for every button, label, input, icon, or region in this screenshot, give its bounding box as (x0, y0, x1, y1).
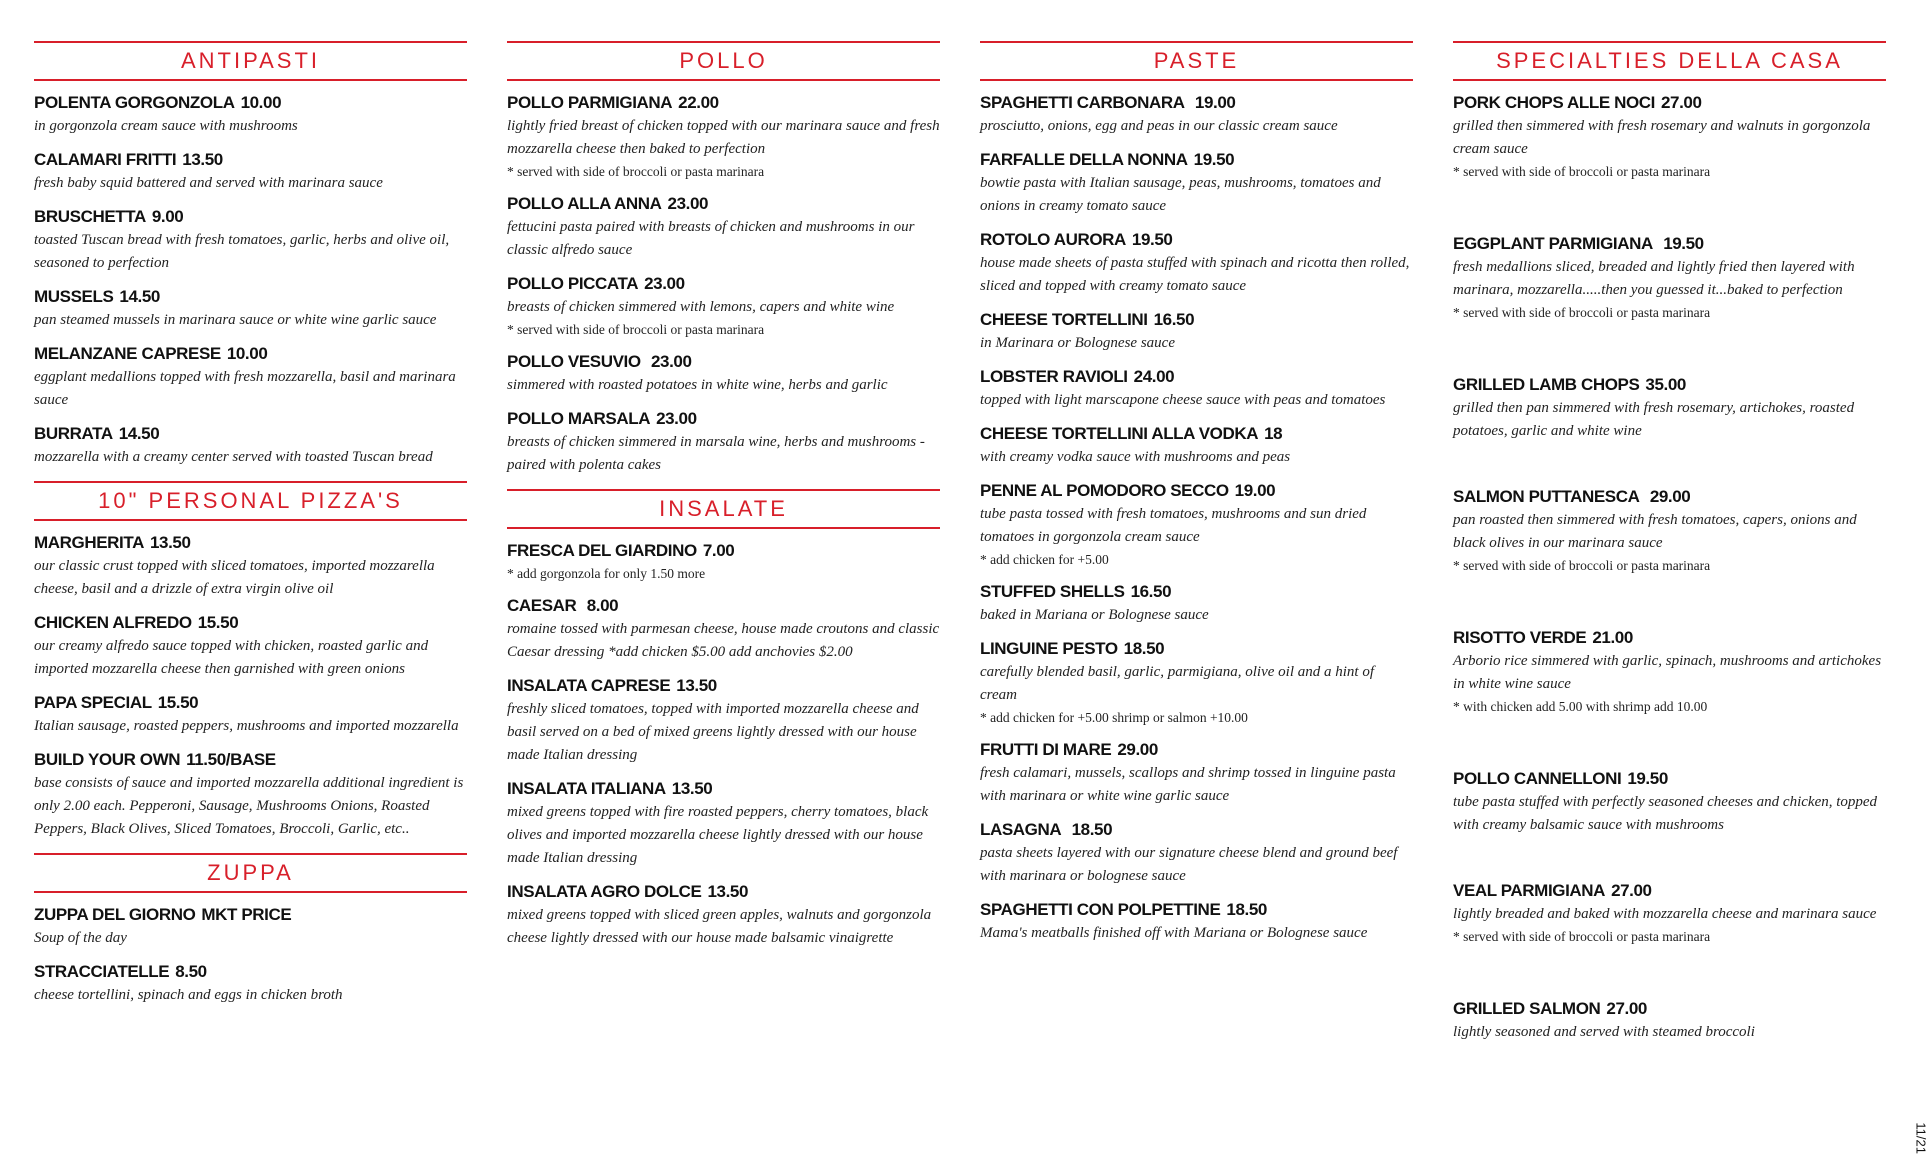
menu-item-description: carefully blended basil, garlic, parmigiana, olive oil and a hint of cream (980, 664, 1374, 703)
menu-item (1453, 767, 1886, 837)
menu-item-name: GRILLED SALMON (1453, 999, 1601, 1018)
menu-item-title (980, 637, 1413, 661)
menu-item-title (980, 365, 1413, 389)
menu-item-title (1453, 232, 1886, 256)
menu-item-price: 8.00 (582, 596, 619, 615)
menu-item-title (34, 91, 467, 115)
column-2 (507, 41, 940, 960)
menu-item-price: 23.00 (656, 409, 697, 428)
menu-item-description: simmered with roasted potatoes in white wine, herbs and garlic (507, 377, 888, 393)
menu-item-price: 16.50 (1153, 310, 1195, 329)
menu-item-price: 23.00 (644, 274, 685, 293)
menu-item-title (34, 342, 467, 366)
menu-item-name: POLLO CANNELLONI (1453, 769, 1622, 788)
menu-item-name: ROTOLO AURORA (980, 230, 1126, 249)
menu-item (1453, 879, 1886, 947)
menu-item-title (34, 611, 467, 635)
menu-item-title (34, 205, 467, 229)
menu-item (34, 205, 467, 275)
menu-item-name: BUILD YOUR OWN (34, 750, 181, 769)
menu-item-name: FRESCA DEL GIARDINO (507, 541, 697, 560)
menu-item-title (507, 192, 940, 216)
menu-item-description: breasts of chicken simmered in marsala wine, herbs and mushrooms -paired with polenta cakes (507, 434, 925, 473)
menu-item-title (507, 272, 940, 296)
menu-item-description: house made sheets of pasta stuffed with spinach and ricotta then rolled, sliced and topped with creamy tomato sauce (980, 255, 1410, 294)
menu-item-name: STUFFED SHELLS (980, 582, 1125, 601)
section-heading: ANTIPASTI (34, 41, 467, 81)
section-paste (980, 41, 1413, 945)
section-pollo (507, 41, 940, 477)
menu-item (34, 531, 467, 601)
menu-item-name: MUSSELS (34, 287, 114, 306)
menu-item-name: SPAGHETTI CARBONARA (980, 93, 1185, 112)
menu-item-title (980, 148, 1413, 172)
menu-item-price: 27.00 (1661, 93, 1702, 112)
menu-item-description: fresh calamari, mussels, scallops and shrimp tossed in linguine pasta with marinara or white wine garlic sauce (980, 765, 1396, 804)
menu-item-title (980, 898, 1413, 922)
menu-item-name: SALMON PUTTANESCA (1453, 487, 1640, 506)
menu-item-price: 19.50 (1131, 230, 1173, 249)
menu-item-price: MKT PRICE (201, 905, 292, 924)
menu-item-description: in gorgonzola cream sauce with mushrooms (34, 118, 298, 134)
menu-item-name: PENNE AL POMODORO SECCO (980, 481, 1229, 500)
menu-item-name: CHEESE TORTELLINI (980, 310, 1148, 329)
menu-item-description: grilled then pan simmered with fresh rosemary, artichokes, roasted potatoes, garlic and white wine (1453, 400, 1855, 439)
menu-item-name: POLENTA GORGONZOLA (34, 93, 235, 112)
section-pizza (34, 481, 467, 841)
menu-item-description: bowtie pasta with Italian sausage, peas, mushrooms, tomatoes and onions in creamy tomato sauce (980, 175, 1381, 214)
section-heading: 10" PERSONAL PIZZA'S (34, 481, 467, 521)
menu-item-title (507, 880, 940, 904)
menu-item-description: toasted Tuscan bread with fresh tomatoes, garlic, herbs and olive oil, seasoned to perfection (34, 232, 450, 271)
menu-item-title (980, 91, 1413, 115)
menu-item (1453, 232, 1886, 323)
menu-item-title (34, 960, 467, 984)
menu-item-price: 13.50 (182, 150, 223, 169)
menu-item-name: GRILLED LAMB CHOPS (1453, 375, 1640, 394)
menu-item (34, 960, 467, 1007)
menu-item-price: 29.00 (1117, 740, 1158, 759)
section-antipasti (34, 41, 467, 469)
menu-item-name: EGGPLANT PARMIGIANA (1453, 234, 1653, 253)
menu-item (507, 407, 940, 477)
menu-item-description: lightly seasoned and served with steamed broccoli (1453, 1024, 1755, 1040)
menu-item-name: CAESAR (507, 596, 577, 615)
section-heading: PASTE (980, 41, 1413, 81)
section-insalate (507, 489, 940, 950)
menu-item-name: CHEESE TORTELLINI ALLA VODKA (980, 424, 1259, 443)
menu-item-price: 22.00 (678, 93, 719, 112)
menu-item-description: Italian sausage, roasted peppers, mushrooms and imported mozzarella (34, 718, 459, 734)
menu-item-price: 35.00 (1645, 375, 1686, 394)
menu-item (980, 148, 1413, 218)
menu-item-title (1453, 373, 1886, 397)
menu-item-price: 9.00 (151, 207, 184, 226)
menu-item-description: in Marinara or Bolognese sauce (980, 335, 1175, 351)
menu-item-description: Arborio rice simmered with garlic, spinach, mushrooms and artichokes in white wine sauce (1453, 653, 1882, 692)
menu-item-name: ZUPPA DEL GIORNO (34, 905, 196, 924)
menu-item-price: 16.50 (1130, 582, 1172, 601)
menu-item-description: fresh medallions sliced, breaded and lightly fried then layered with marinara, mozzarella.....then you guessed it...baked to perfection (1453, 259, 1855, 298)
menu-item (507, 539, 940, 584)
menu-item-title (1453, 91, 1886, 115)
menu-item-description: tube pasta tossed with fresh tomatoes, mushrooms and sun dried tomatoes in gorgonzola cream sauce (980, 506, 1367, 545)
menu-item-name: POLLO ALLA ANNA (507, 194, 662, 213)
menu-item-price: 8.50 (175, 962, 207, 981)
menu-item-title (34, 903, 467, 927)
menu-item-name: POLLO MARSALA (507, 409, 651, 428)
menu-item-price: 18 (1264, 424, 1283, 443)
menu-item-note: * served with side of broccoli or pasta marinara (1453, 929, 1711, 944)
menu-item-price: 14.50 (119, 287, 160, 306)
section-heading: ZUPPA (34, 853, 467, 893)
menu-item-title (507, 539, 940, 563)
menu-item-price: 19.50 (1193, 150, 1235, 169)
menu-item-title (34, 422, 467, 446)
menu-item-price: 24.00 (1133, 367, 1175, 386)
menu-item-name: BURRATA (34, 424, 113, 443)
menu-item-title (1453, 767, 1886, 791)
menu-item-description: our classic crust topped with sliced tomatoes, imported mozzarella cheese, basil and a drizzle of extra virgin olive oil (34, 558, 435, 597)
column-4 (1453, 41, 1886, 1086)
menu-item-price: 27.00 (1611, 881, 1652, 900)
menu-item (34, 422, 467, 469)
menu-item-price: 19.00 (1234, 481, 1276, 500)
menu-item (980, 308, 1413, 355)
menu-item-name: CHICKEN ALFREDO (34, 613, 192, 632)
menu-item-description: lightly breaded and baked with mozzarella cheese and marinara sauce (1453, 906, 1877, 922)
menu-item-description: cheese tortellini, spinach and eggs in chicken broth (34, 987, 343, 1003)
menu-item-name: FARFALLE DELLA NONNA (980, 150, 1188, 169)
menu-item (980, 422, 1413, 469)
menu-item (980, 898, 1413, 945)
menu-item-note: * served with side of broccoli or pasta marinara (507, 322, 765, 337)
menu-item-price: 15.50 (157, 693, 199, 712)
menu-item-title (34, 148, 467, 172)
menu-item-note: * served with side of broccoli or pasta marinara (1453, 305, 1711, 320)
menu-item (1453, 485, 1886, 576)
menu-item-name: INSALATA AGRO DOLCE (507, 882, 702, 901)
menu-item-price: 19.50 (1627, 769, 1668, 788)
menu-item-name: STRACCIATELLE (34, 962, 170, 981)
menu-item (507, 777, 940, 870)
menu-item-description: topped with light marscapone cheese sauce with peas and tomatoes (980, 392, 1386, 408)
menu-item (1453, 626, 1886, 717)
menu-item-name: MARGHERITA (34, 533, 144, 552)
menu-item-title (507, 91, 940, 115)
menu-item (34, 91, 467, 138)
menu-item-note: * add gorgonzola for only 1.50 more (507, 566, 706, 581)
menu-item-note: * add chicken for +5.00 (980, 552, 1109, 567)
menu-item-title (507, 350, 940, 374)
menu-item (34, 903, 467, 950)
column-1 (34, 41, 467, 1017)
menu-item-price: 19.00 (1190, 93, 1236, 112)
menu-item-name: POLLO PARMIGIANA (507, 93, 673, 112)
section-specialties (1453, 41, 1886, 1044)
menu-item-name: VEAL PARMIGIANA (1453, 881, 1606, 900)
menu-item-price: 13.50 (149, 533, 191, 552)
menu-item-price: 27.00 (1606, 999, 1647, 1018)
menu-item-description: our creamy alfredo sauce topped with chicken, roasted garlic and imported mozzarella cheese then garnished with green onions (34, 638, 429, 677)
menu-item-price: 23.00 (667, 194, 709, 213)
menu-item-price: 29.00 (1645, 487, 1691, 506)
menu-item-name: INSALATA CAPRESE (507, 676, 671, 695)
menu-item-title (980, 308, 1413, 332)
menu-item-description: mixed greens topped with sliced green apples, walnuts and gorgonzola cheese lightly dressed with our house made balsamic vinaigrette (507, 907, 932, 946)
menu-item (980, 228, 1413, 298)
menu-item (34, 748, 467, 841)
menu-item-price: 18.50 (1067, 820, 1113, 839)
menu-item-name: POLLO VESUVIO (507, 352, 641, 371)
menu-item-price: 13.50 (671, 779, 713, 798)
menu-item-description: pasta sheets layered with our signature cheese blend and ground beef with marinara or bolognese sauce (980, 845, 1398, 884)
menu-item-title (980, 422, 1413, 446)
menu-item-description: tube pasta stuffed with perfectly seasoned cheeses and chicken, topped with creamy balsamic sauce with mushrooms (1453, 794, 1878, 833)
menu-item-price: 10.00 (240, 93, 282, 112)
section-heading: SPECIALTIES DELLA CASA (1453, 41, 1886, 81)
menu-item-title (980, 818, 1413, 842)
menu-item (980, 479, 1413, 570)
menu-item-price: 18.50 (1123, 639, 1165, 658)
menu-item-title (980, 228, 1413, 252)
menu-item-description: Mama's meatballs finished off with Mariana or Bolognese sauce (980, 925, 1368, 941)
menu-item-name: RISOTTO VERDE (1453, 628, 1587, 647)
menu-item (980, 818, 1413, 888)
menu-item-title (34, 531, 467, 555)
menu-item-price: 13.50 (676, 676, 717, 695)
menu-item-description: pan steamed mussels in marinara sauce or white wine garlic sauce (34, 312, 437, 328)
menu-item-note: * add chicken for +5.00 shrimp or salmon +10.00 (980, 710, 1248, 725)
menu-item-name: CALAMARI FRITTI (34, 150, 177, 169)
menu-item (507, 594, 940, 664)
menu-item-title (507, 594, 940, 618)
menu-item (507, 192, 940, 262)
menu-item (34, 611, 467, 681)
page-number: 11/21 (1914, 1122, 1929, 1154)
menu-item-name: POLLO PICCATA (507, 274, 639, 293)
menu-item-title (1453, 626, 1886, 650)
menu-item-description: grilled then simmered with fresh rosemary and walnuts in gorgonzola cream sauce (1453, 118, 1871, 157)
menu-item-description: fresh baby squid battered and served with marinara sauce (34, 175, 383, 191)
menu-item-title (34, 691, 467, 715)
menu-item-name: INSALATA ITALIANA (507, 779, 666, 798)
menu-item-price: 18.50 (1226, 900, 1267, 919)
menu-item (1453, 997, 1886, 1044)
menu-item (34, 342, 467, 412)
menu-item (1453, 91, 1886, 182)
menu-item (34, 285, 467, 332)
menu-item (1453, 373, 1886, 443)
menu-item (34, 691, 467, 738)
menu-item (980, 738, 1413, 808)
menu-item-title (507, 674, 940, 698)
menu-item (507, 272, 940, 340)
menu-item-name: LOBSTER RAVIOLI (980, 367, 1128, 386)
menu-item-description: breasts of chicken simmered with lemons, capers and white wine (507, 299, 895, 315)
menu-item (507, 674, 940, 767)
menu-item-name: PORK CHOPS ALLE NOCI (1453, 93, 1655, 112)
menu-item (980, 365, 1413, 412)
menu-item-title (980, 738, 1413, 762)
menu-item-description: pan roasted then simmered with fresh tomatoes, capers, onions and black olives in our marinara sauce (1453, 512, 1857, 551)
menu-item-price: 19.50 (1658, 234, 1704, 253)
menu-item-name: FRUTTI DI MARE (980, 740, 1112, 759)
menu-item-title (34, 285, 467, 309)
menu-item-name: LASAGNA (980, 820, 1062, 839)
menu-item (507, 91, 940, 182)
menu-item-description: romaine tossed with parmesan cheese, house made croutons and classic Caesar dressing *add chicken $5.00 add anchovies $2.00 (507, 621, 940, 660)
menu-item-note: * served with side of broccoli or pasta marinara (507, 164, 765, 179)
menu-item-description: fettucini pasta paired with breasts of chicken and mushrooms in our classic alfredo sauce (507, 219, 915, 258)
menu-item (980, 637, 1413, 728)
menu-item-title (507, 407, 940, 431)
menu-item-description: base consists of sauce and imported mozzarella additional ingredient is only 2.00 each. Pepperoni, Sausage, Mushrooms Onions, Roasted Peppers, Black Olives, Sliced Tomatoes, Broccoli, Garlic, etc.. (34, 775, 464, 837)
menu-item (980, 91, 1413, 138)
menu-item-note: * with chicken add 5.00 with shrimp add 10.00 (1453, 699, 1708, 714)
menu-item-title (1453, 879, 1886, 903)
menu-item-name: SPAGHETTI CON POLPETTINE (980, 900, 1221, 919)
menu-item-description: mozzarella with a creamy center served with toasted Tuscan bread (34, 449, 433, 465)
menu-item-description: baked in Mariana or Bolognese sauce (980, 607, 1209, 623)
menu-item-note: * served with side of broccoli or pasta marinara (1453, 558, 1711, 573)
menu-item (34, 148, 467, 195)
menu-item-name: PAPA SPECIAL (34, 693, 152, 712)
menu-item-description: lightly fried breast of chicken topped with our marinara sauce and fresh mozzarella cheese then baked to perfection (507, 118, 940, 157)
menu-item-name: BRUSCHETTA (34, 207, 146, 226)
menu-item (507, 350, 940, 397)
menu-item-price: 21.00 (1592, 628, 1633, 647)
menu-item-title (507, 777, 940, 801)
menu-item-description: prosciutto, onions, egg and peas in our classic cream sauce (980, 118, 1338, 134)
menu-item-price: 11.50/BASE (186, 750, 276, 769)
menu-item-description: eggplant medallions topped with fresh mozzarella, basil and marinara sauce (34, 369, 456, 408)
menu-item-name: MELANZANE CAPRESE (34, 344, 221, 363)
menu-item-description: Soup of the day (34, 930, 127, 946)
menu-item-title (1453, 997, 1886, 1021)
menu-item-price: 14.50 (118, 424, 160, 443)
menu-item-title (34, 748, 467, 772)
menu-item-price: 7.00 (702, 541, 735, 560)
menu-item-price: 10.00 (226, 344, 268, 363)
section-zuppa (34, 853, 467, 1007)
menu-item (507, 880, 940, 950)
menu-item-description: with creamy vodka sauce with mushrooms and peas (980, 449, 1291, 465)
section-heading: POLLO (507, 41, 940, 81)
menu-item-price: 23.00 (646, 352, 692, 371)
menu-item-note: * served with side of broccoli or pasta marinara (1453, 164, 1711, 179)
menu-item-title (980, 479, 1413, 503)
menu-item-price: 15.50 (197, 613, 239, 632)
menu-item-price: 13.50 (707, 882, 749, 901)
section-heading: INSALATE (507, 489, 940, 529)
menu-item-title (1453, 485, 1886, 509)
menu-item-name: LINGUINE PESTO (980, 639, 1118, 658)
menu-item-description: mixed greens topped with fire roasted peppers, cherry tomatoes, black olives and imported mozzarella cheese lightly dressed with our house made Italian dressing (507, 804, 929, 866)
column-3 (980, 41, 1413, 955)
menu-item-title (980, 580, 1413, 604)
menu-item-description: freshly sliced tomatoes, topped with imported mozzarella cheese and basil served on a bed of mixed greens lightly dressed with our house made Italian dressing (507, 701, 919, 763)
menu-item (980, 580, 1413, 627)
